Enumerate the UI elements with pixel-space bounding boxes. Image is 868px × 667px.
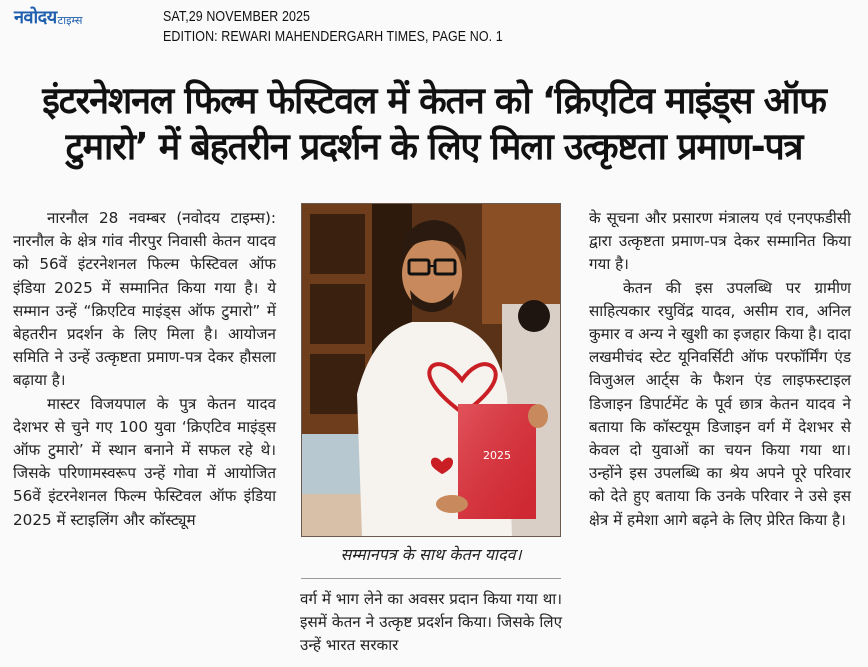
newspaper-logo [14, 8, 82, 28]
paragraph: वर्ग में भाग लेने का अवसर प्रदान किया गया था। इसमें केतन ने उत्कृष्ट प्रदर्शन किया। जिसके लिए उन्हें भारत सरकार [300, 590, 562, 655]
logo-main-text: नवोदय [14, 7, 57, 28]
paragraph: नारनौल 28 नवम्बर (नवोदय टाइम्स): नारनौल के क्षेत्र गांव नीरपुर निवासी केतन यादव को 56वें इंटरनेशनल फिल्म फेस्टिवल ऑफ इंडिया 2025 में सम्मानित किया गया है। ये सम्मान उन्हें “क्रिएटिव माइंड्स ऑफ टुमारो” में बेहतरीन प्रदर्शन के लिए मिला है। आयोजन समिति ने उन्हें उत्कृष्टता प्रमाण-पत्र देकर हौसला बढ़ाया है। [13, 209, 276, 390]
svg-text:2025: 2025 [483, 449, 511, 462]
headline-line-2: टुमारो’ में बेहतरीन प्रदर्शन के लिए मिला उत्कृष्टता प्रमाण-पत्र [65, 125, 803, 168]
photo-caption: सम्मानपत्र के साथ केतन यादव। [340, 545, 522, 564]
masthead [0, 0, 868, 60]
caption-divider [301, 578, 561, 579]
headline-line-1: इंटरनेशनल फिल्म फेस्टिवल में केतन को ‘क्रिएटिव माइंड्स ऑफ [42, 79, 826, 122]
headline [21, 78, 847, 170]
publication-date: SAT,29 NOVEMBER 2025 [163, 9, 311, 25]
paragraph: मास्टर विजयपाल के पुत्र केतन यादव देशभर से चुने गए 100 युवा ‘क्रिएटिव माइंड्स ऑफ टुमारो’ में स्थान बनाने में सफल रहे थे। जिसके परिणामस्वरूप उन्हें गोवा में आयोजित 56वें इंटरनेशनल फिल्म फेस्टिवल ऑफ इंडिया 2025 में स्टाइलिंग और कॉस्ट्यूम [13, 394, 276, 529]
logo-sub-text: टाइम्स [57, 14, 83, 27]
article-photo [301, 203, 561, 537]
article-column-middle [300, 588, 562, 658]
article-column-left [13, 207, 276, 532]
edition-meta [163, 7, 503, 47]
paragraph: केतन की इस उपलब्धि पर ग्रामीण साहित्यकार रघुविंद्र यादव, असीम राव, अनिल कुमार व अन्य ने खुशी का इजहार किया है। दादा लखमीचंद स्टेट यूनिवर्सिटी ऑफ परफॉर्मिंग एंड विजुअल आर्ट्स के फैशन एंड लाइफस्टाइल डिजाइन डिपार्टमेंट के पूर्व छात्र केतन यादव ने बताया कि कॉस्टयूम डिजाइन वर्ग में देशभर से केवल दो युवाओं का चयन किया गया था। उन्होंने इस उपलब्धि का श्रेय अपने पूरे परिवार को देते हुए बताया कि उनके परिवार ने उसे इस क्षेत्र में हमेशा आगे बढ़ने के लिए प्रेरित किया है। [589, 278, 851, 529]
edition-info: EDITION: REWARI MAHENDERGARH TIMES, PAGE NO. 1 [163, 29, 503, 45]
article-column-right [589, 207, 851, 532]
paragraph: के सूचना और प्रसारण मंत्रालय एवं एनएफडीसी द्वारा उत्कृष्टता प्रमाण-पत्र देकर सम्मानित किया गया है। [589, 209, 851, 274]
photo-illustration [302, 204, 560, 536]
